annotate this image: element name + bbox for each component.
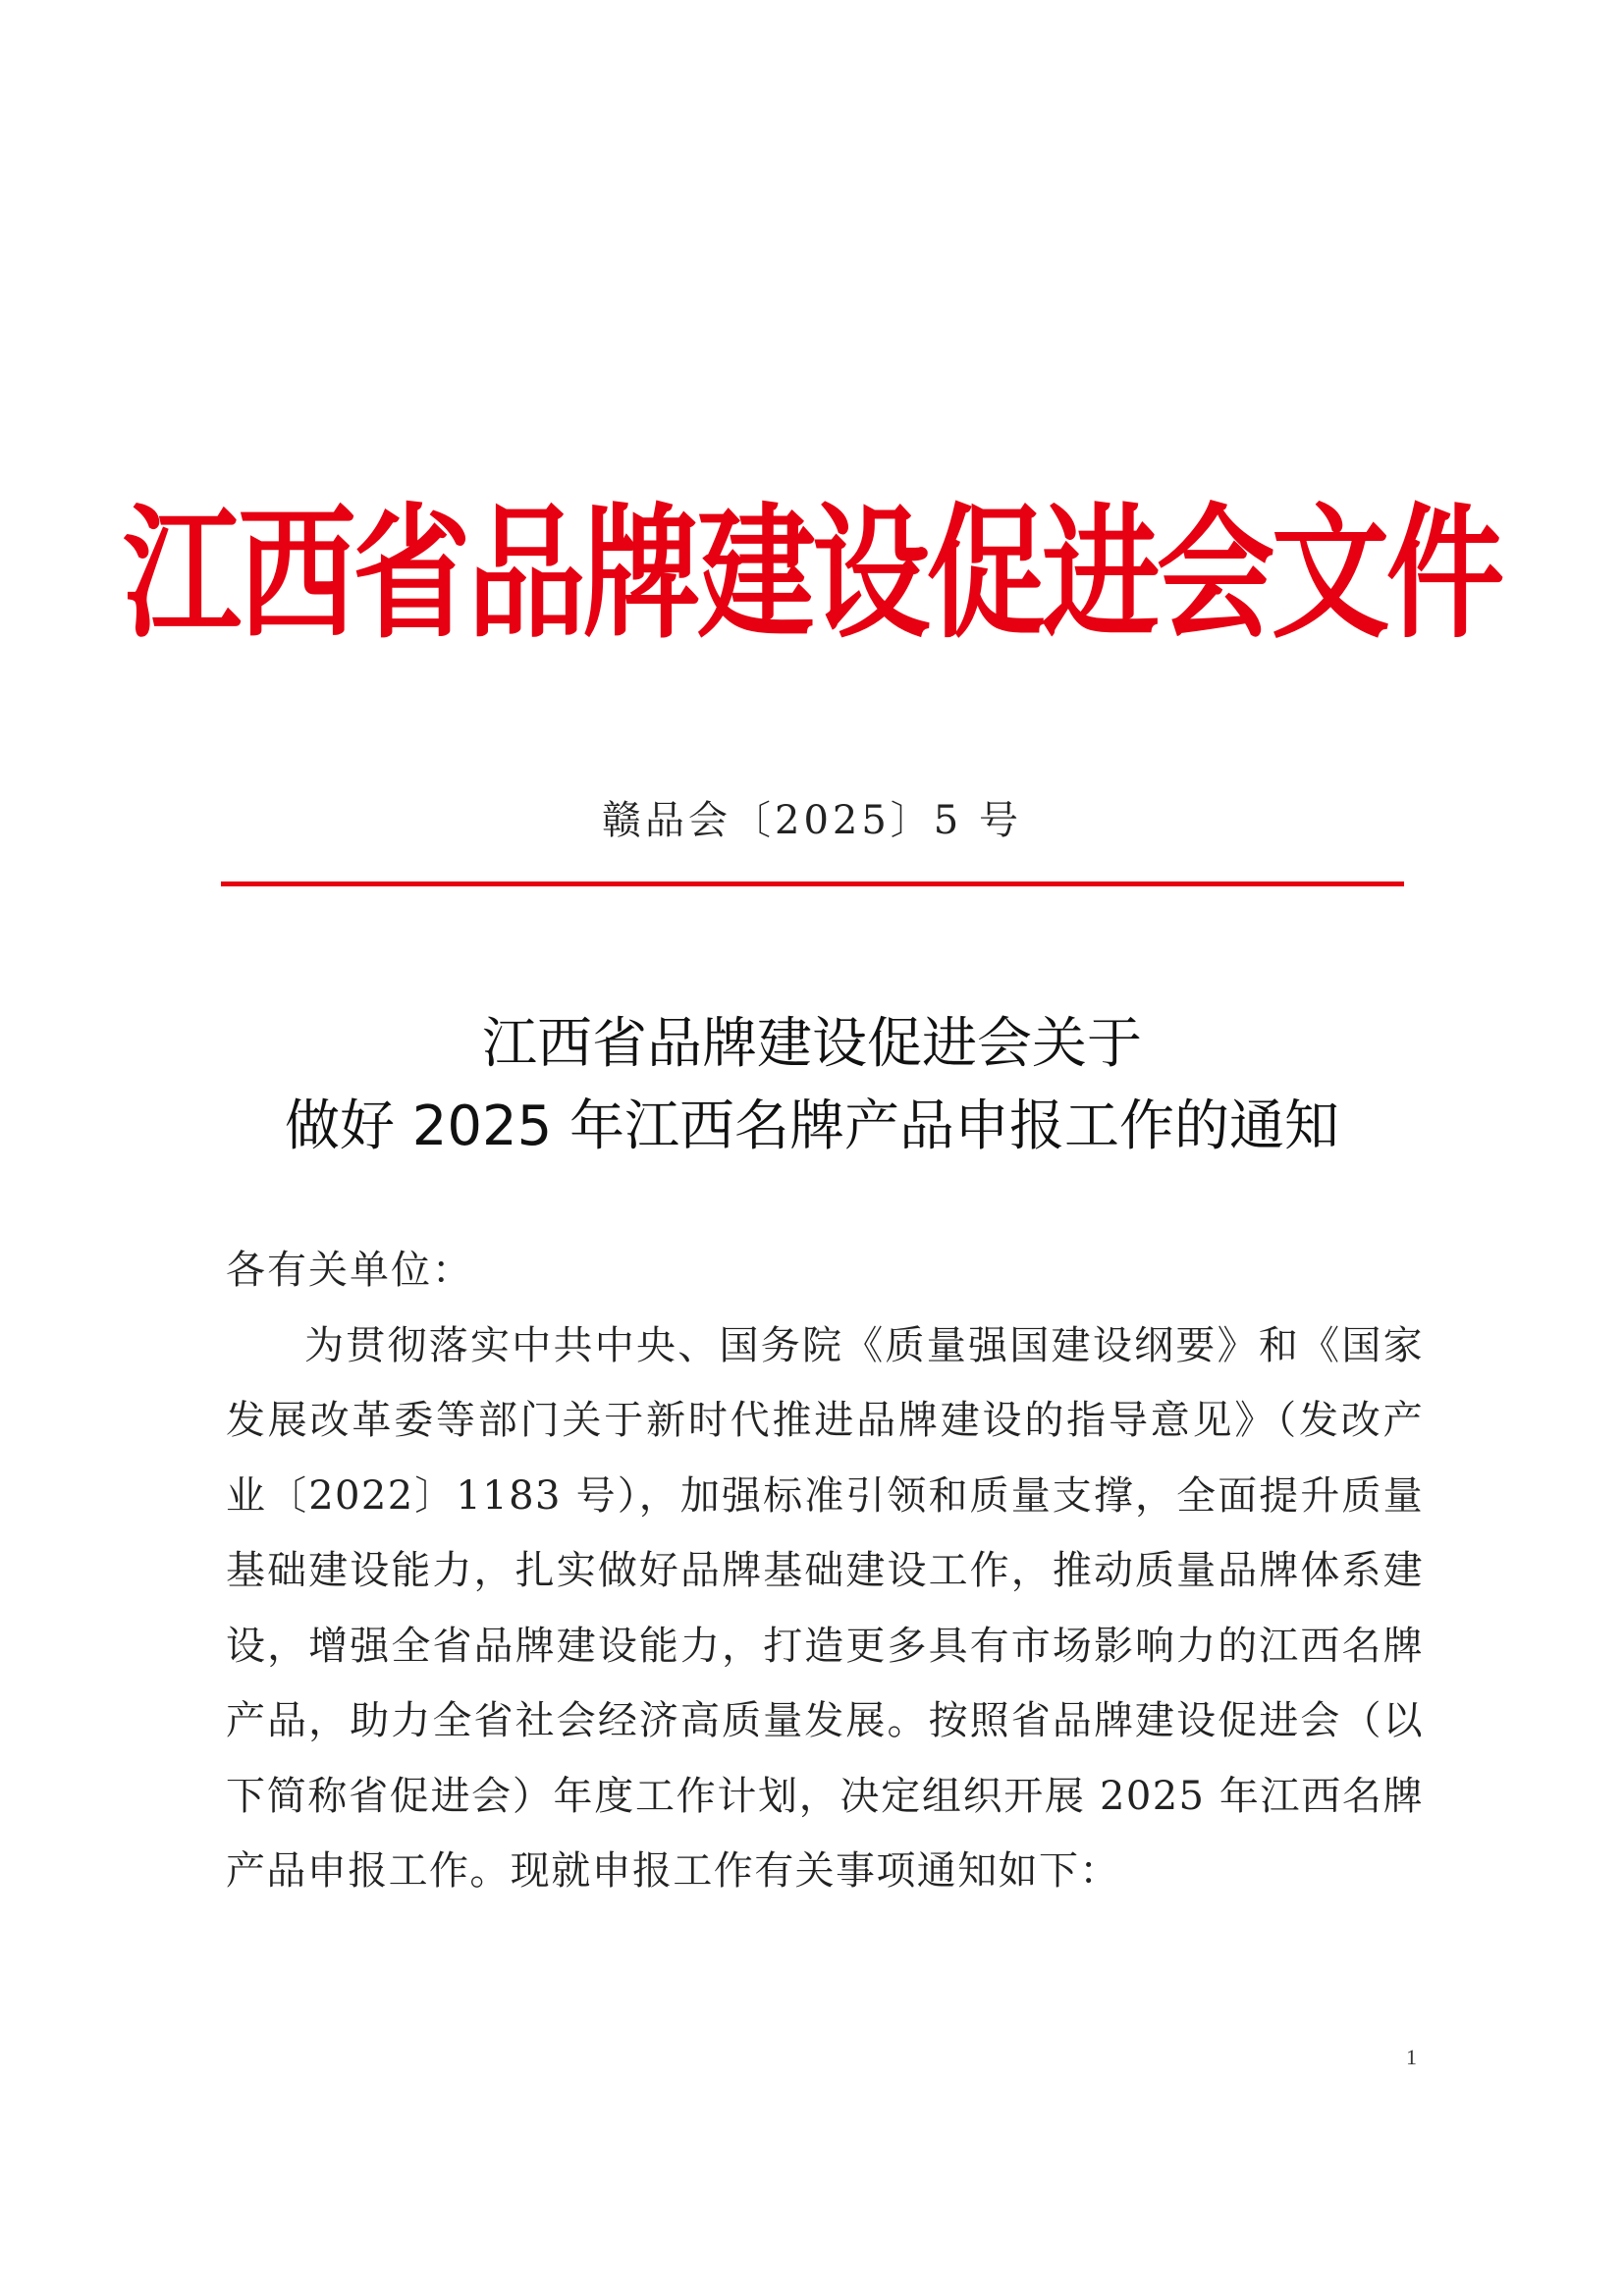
notice-title [0,1003,1624,1168]
notice-title-line-1: 江西省品牌建设促进会关于 [482,1012,1142,1076]
notice-title-line-2: 做好 2025 年江西名牌产品申报工作的通知 [284,1095,1340,1158]
issuing-authority-header: 江西省品牌建设促进会文件 [123,489,1501,660]
salutation: 各有关单位： [226,1248,473,1293]
red-separator-line [221,881,1404,886]
page-number: 1 [1406,2045,1417,2069]
body-paragraph: 为贯彻落实中共中央、国务院《质量强国建设纲要》和《国家发展改革委等部门关于新时代推进品牌建设的指导意见》（发改产业〔2022〕1183 号），加强标准引领和质量支撑，全面提升质量基础建设能力，扎实做好品牌基础建设工作，推动质量品牌体系建设，增强全省品牌建设能力，打造更多具有市场影响力的江西名牌产品，助力全省社会经济高质量发展。按照省品牌建设促进会（以下简称省促进会）年度工作计划，决定组织开展 2025 年江西名牌产品申报工作。现就申报工作有关事项通知如下： [226,1322,1424,1894]
notice-body [226,1233,1424,1909]
document-number: 赣品会〔2025〕5 号 [602,798,1022,843]
